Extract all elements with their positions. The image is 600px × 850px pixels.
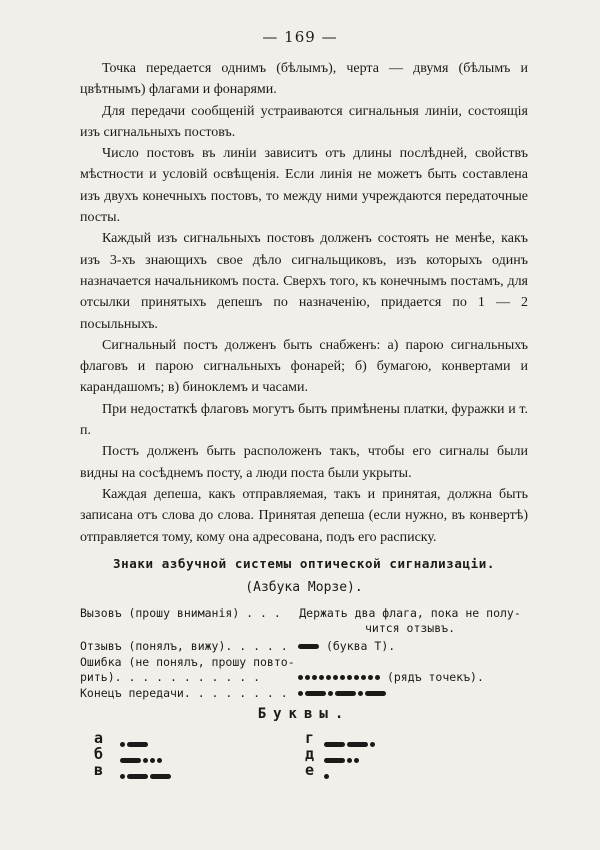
- letter-char: б: [94, 745, 104, 763]
- letter-char: е: [305, 761, 315, 779]
- paragraph: При недостаткѣ флаговъ могутъ быть примѣнены платки, фуражки и т. п.: [80, 401, 528, 439]
- morse-code: [324, 742, 375, 747]
- morse-dot: [354, 758, 359, 763]
- morse-dot: [347, 758, 352, 763]
- morse-code: [298, 675, 380, 680]
- answer-signal: [298, 639, 395, 654]
- morse-dash: [298, 644, 319, 649]
- morse-dot: [298, 691, 303, 696]
- letter-code: [324, 750, 359, 769]
- morse-dot: [328, 691, 333, 696]
- paragraph: Каждая депеша, какъ отправляемая, такъ и принятая, должна быть записана отъ слова до слова. Принятая депеша (если нужно, въ конвертѣ) отправляется тому, кому она адресована, подъ его расписку.: [80, 486, 528, 545]
- morse-dot: [361, 675, 366, 680]
- paragraph: Постъ долженъ быть расположенъ такъ, чтобы его сигналы были видны на сосѣднемъ посту, а люди поста были укрыты.: [80, 444, 528, 481]
- paragraph: Точка передается однимъ (бѣлымъ), черта — двумя (бѣлымъ и цвѣтнымъ) флагами и фонарями.: [80, 61, 528, 98]
- morse-dot: [333, 675, 338, 680]
- morse-dash: [305, 691, 326, 696]
- morse-dot: [150, 758, 155, 763]
- morse-dash: [127, 774, 148, 779]
- table-subtitle: (Азбука Морзе).: [245, 580, 363, 595]
- morse-dot: [312, 675, 317, 680]
- answer-row: [80, 639, 528, 655]
- morse-dot: [157, 758, 162, 763]
- morse-dot: [298, 675, 303, 680]
- end-label: Конецъ передачи. . . . . . . .: [80, 686, 288, 700]
- letter-char: в: [94, 761, 104, 779]
- paragraph: Для передачи сообщеній устраиваются сигнальныя линіи, состоящія изъ сигнальныхъ постовъ.: [80, 103, 528, 140]
- error-note: (рядъ точекъ).: [386, 670, 484, 684]
- end-row: [80, 686, 528, 702]
- morse-dash: [150, 774, 171, 779]
- morse-dot: [324, 774, 329, 779]
- morse-dash: [127, 742, 148, 747]
- call-row: [80, 606, 528, 636]
- letter-char: г: [305, 729, 315, 747]
- morse-dot: [354, 675, 359, 680]
- letter-code: [324, 766, 329, 785]
- letter-code: [120, 766, 171, 785]
- answer-note: (буква Т).: [325, 639, 396, 653]
- call-signal-line-1: Держать два флага, пока не полу-: [299, 606, 521, 620]
- call-signal-line-2: чится отзывъ.: [364, 621, 455, 635]
- morse-code: [324, 758, 359, 763]
- morse-dash: [120, 758, 141, 763]
- error-row: [80, 655, 528, 685]
- morse-dot: [358, 691, 363, 696]
- error-label-line-2: рить). . . . . . . . . . .: [80, 670, 261, 684]
- morse-dot: [143, 758, 148, 763]
- call-label: Вызовъ (прошу вниманія) . . .: [80, 606, 281, 620]
- paragraph: Число постовъ въ линіи зависитъ отъ длины послѣдней, свойствъ мѣстности и условій освѣщенія. Если линія не можетъ быть составлена изъ двухъ конечныхъ постовъ, то между ними учреждаются передаточные посты.: [80, 146, 528, 226]
- morse-dash: [335, 691, 356, 696]
- morse-code: [120, 742, 148, 747]
- paragraph: Сигнальный постъ долженъ быть снабженъ: а) парою сигнальныхъ флаговъ и парою сигнальныхъ фонарей; б) бумагою, конвертами и карандашомъ; в) биноклемъ и часами.: [80, 337, 528, 396]
- letters-heading: Буквы.: [257, 706, 351, 722]
- answer-label: Отзывъ (понялъ, вижу). . . . .: [80, 639, 288, 653]
- morse-dash: [347, 742, 368, 747]
- morse-code: [120, 774, 171, 779]
- letter-char: д: [305, 745, 315, 763]
- morse-dot: [305, 675, 310, 680]
- table-title: Знаки азбучной системы оптической сигнализаціи.: [113, 556, 495, 571]
- morse-dot: [326, 675, 331, 680]
- morse-dot: [370, 742, 375, 747]
- body-text: [80, 58, 528, 548]
- page-number: — 169 —: [262, 28, 338, 46]
- morse-dot: [347, 675, 352, 680]
- morse-code: [298, 691, 386, 696]
- morse-code: [298, 644, 319, 649]
- morse-dot: [340, 675, 345, 680]
- call-signal: [292, 606, 528, 636]
- error-label: [80, 655, 295, 685]
- morse-dot: [375, 675, 380, 680]
- error-label-line-1: Ошибка (не понялъ, прошу повто-: [80, 655, 295, 669]
- morse-dash: [324, 758, 345, 763]
- morse-code: [324, 774, 329, 779]
- morse-dot: [368, 675, 373, 680]
- paragraph: Каждый изъ сигнальныхъ постовъ долженъ состоять не менѣе, какъ изъ 3-хъ знающихъ свое дѣло сигнальщиковъ, изъ которыхъ одинъ назначается начальникомъ поста. Сверхъ того, къ конечнымъ постамъ, для отсылки принятыхъ депешъ по назначенію, придается по 1 — 2 посыльныхъ.: [80, 231, 528, 332]
- letter-char: а: [94, 729, 104, 747]
- morse-code: [120, 758, 162, 763]
- morse-dash: [365, 691, 386, 696]
- morse-dot: [120, 774, 125, 779]
- morse-dash: [324, 742, 345, 747]
- morse-dot: [120, 742, 125, 747]
- error-signal: [298, 670, 484, 685]
- morse-dot: [319, 675, 324, 680]
- end-signal: [298, 686, 386, 701]
